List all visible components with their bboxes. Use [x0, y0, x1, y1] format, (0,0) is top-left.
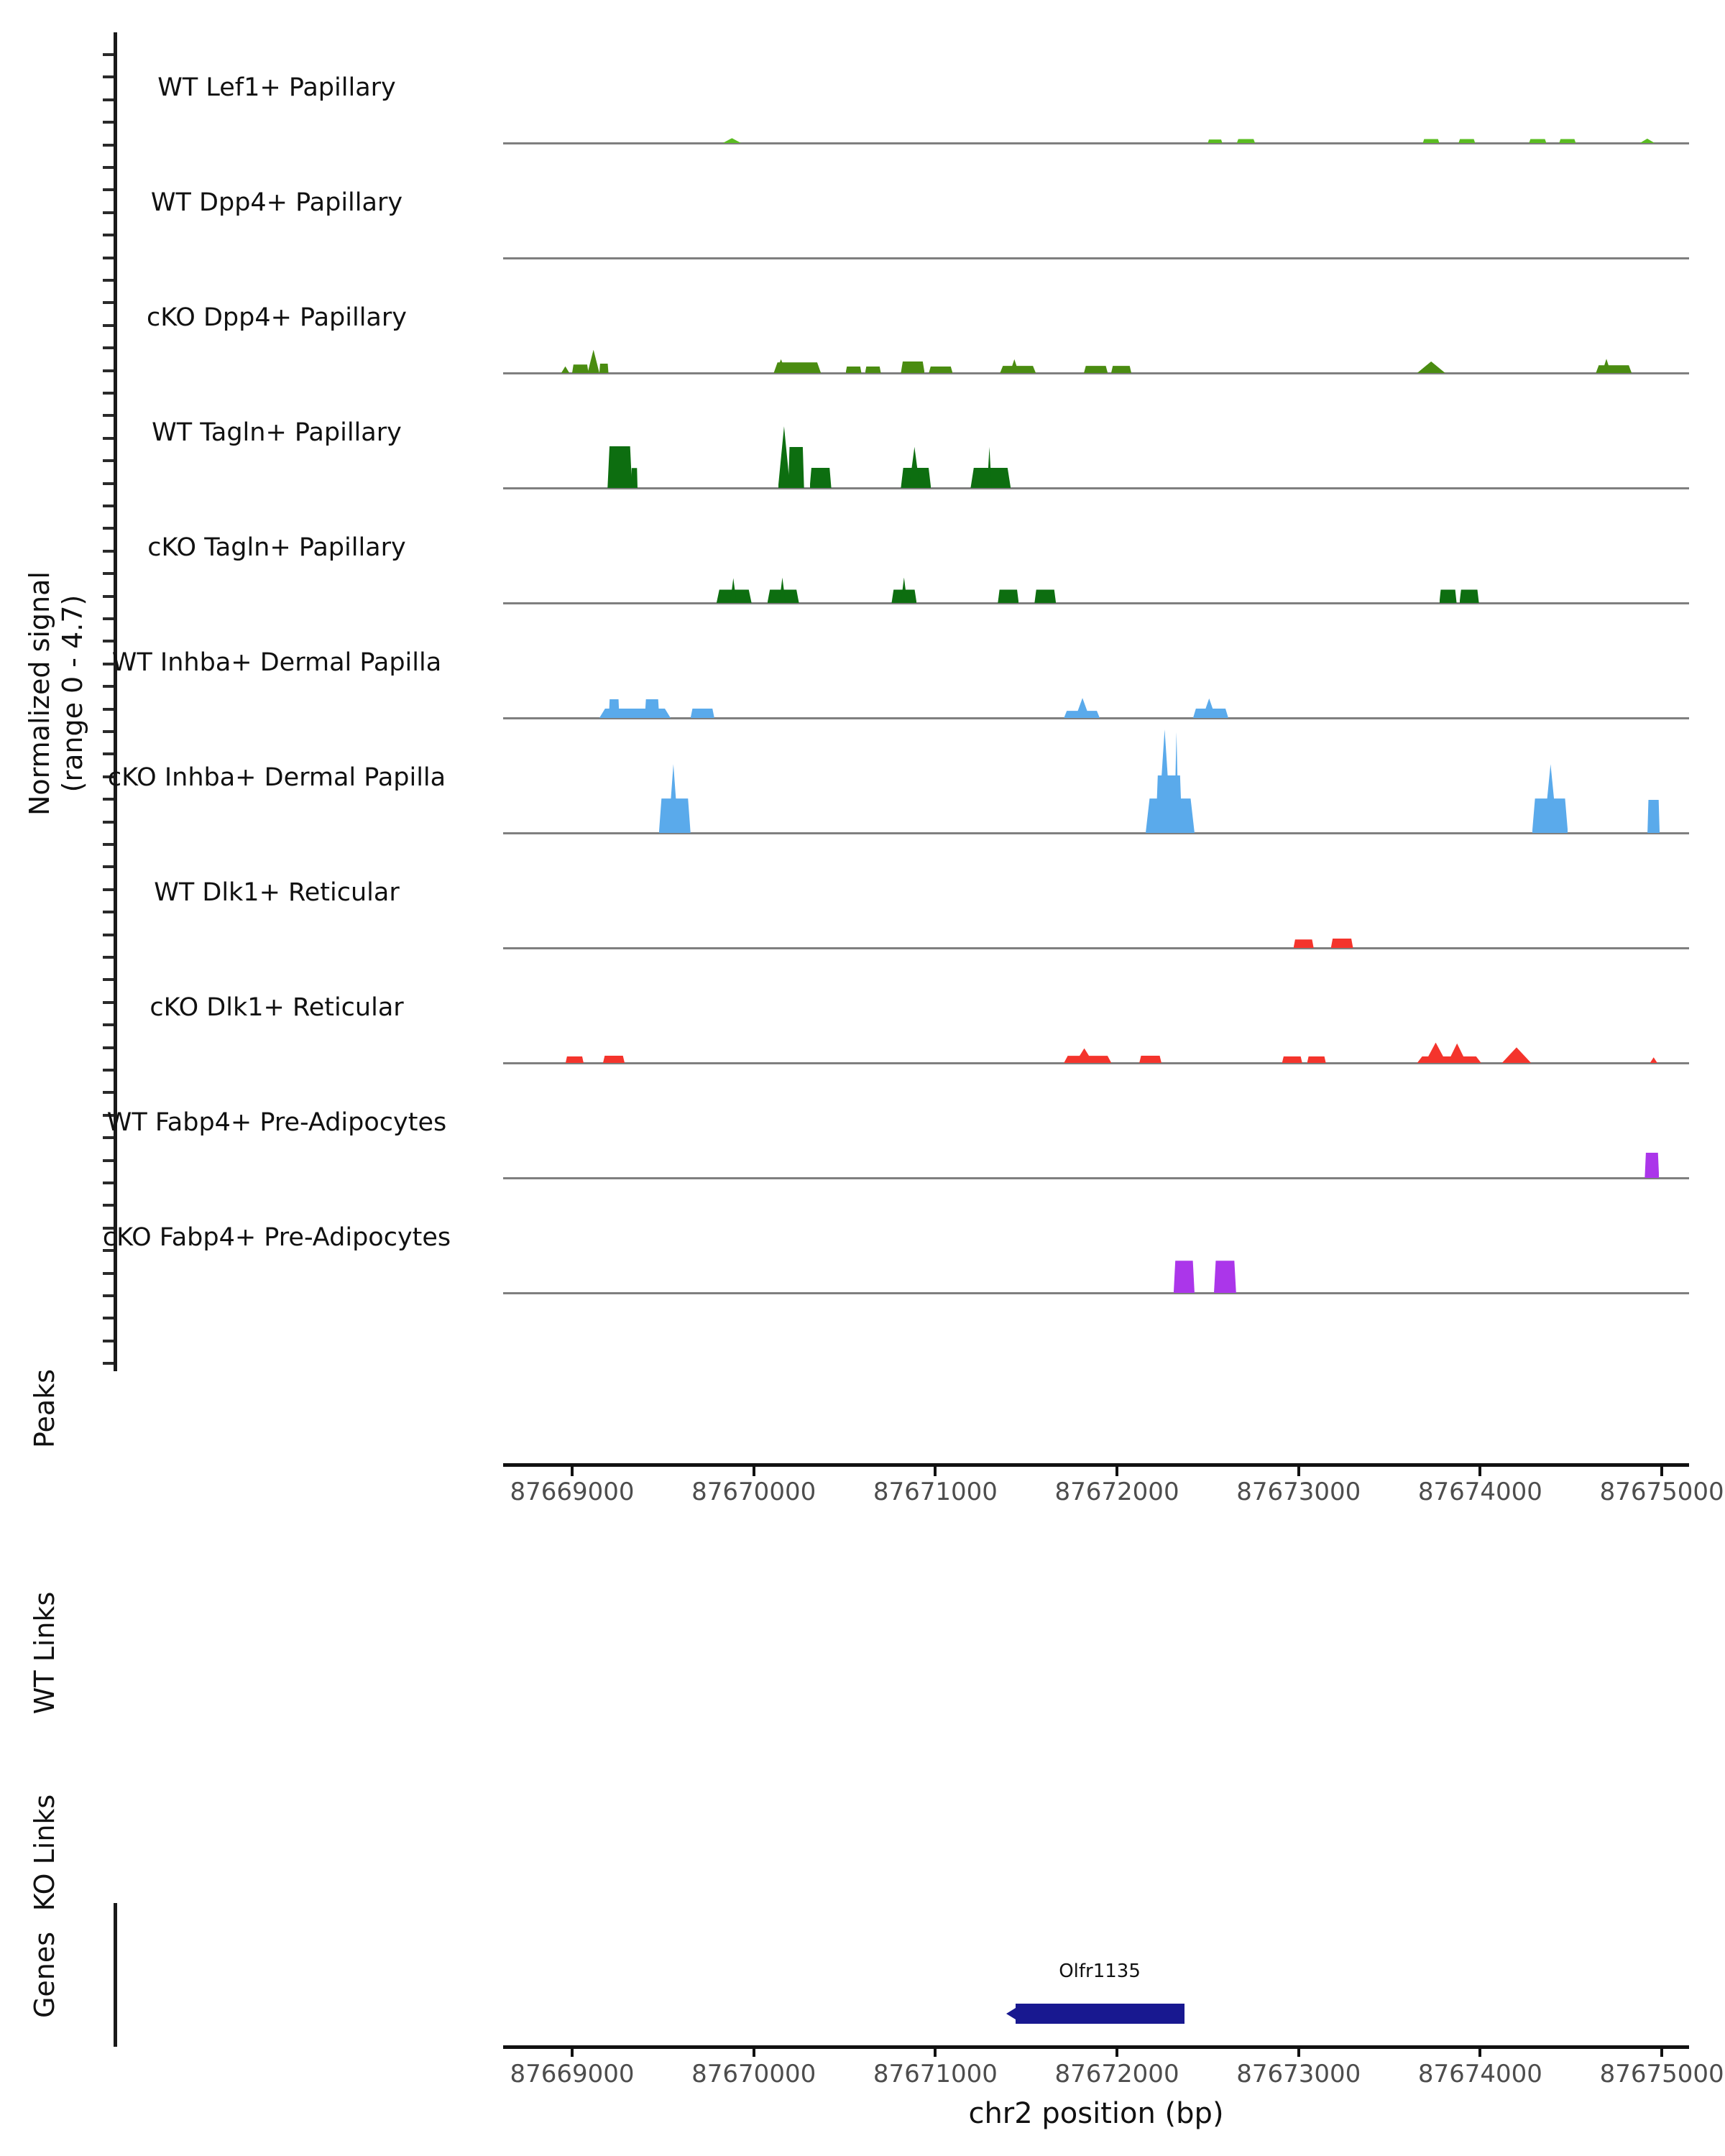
signal-peak	[723, 138, 741, 143]
signal-y-axis-tick	[103, 279, 114, 282]
signal-y-axis-tick	[103, 1317, 114, 1319]
signal-peak	[561, 367, 569, 373]
signal-peak	[901, 361, 924, 373]
signal-y-axis-tick	[103, 1294, 114, 1297]
signal-y-axis-tick	[103, 798, 114, 801]
x-axis-tick-label: 87671000	[873, 1478, 998, 1506]
x-axis-tick	[1478, 2048, 1481, 2057]
signal-peak	[1423, 139, 1440, 143]
signal-y-axis-tick	[103, 821, 114, 824]
signal-axis-title-line2: (range 0 - 4.7)	[57, 594, 88, 793]
signal-axis-title-line1: Normalized signal	[24, 571, 55, 816]
signal-y-axis-tick	[103, 978, 114, 981]
signal-y-axis-tick	[103, 1023, 114, 1026]
signal-peak	[1139, 1056, 1162, 1063]
signal-y-axis-tick	[103, 640, 114, 642]
section-label-peaks: Peaks	[29, 1368, 60, 1449]
signal-peak	[1440, 589, 1457, 603]
x-axis-tick-label: 87672000	[1054, 1478, 1179, 1506]
x-axis-tick	[1660, 1466, 1663, 1476]
signal-peak	[929, 367, 952, 373]
signal-peak	[810, 468, 832, 488]
signal-y-axis-tick	[103, 911, 114, 913]
signal-peak	[1640, 139, 1655, 143]
signal-peak	[1644, 1153, 1659, 1178]
track-label: cKO Fabp4+ Pre-Adipocytes	[102, 1223, 451, 1252]
signal-peak	[1034, 589, 1056, 603]
signal-peak	[1650, 1057, 1657, 1063]
x-axis-line	[503, 2045, 1689, 2049]
x-axis-tick-label: 87671000	[873, 2060, 998, 2088]
track-label: WT Inhba+ Dermal Papilla	[111, 648, 442, 677]
signal-y-axis-tick	[103, 369, 114, 372]
signal-y-axis-tick	[103, 685, 114, 688]
x-axis-tick	[1478, 1466, 1481, 1476]
track-label: WT Tagln+ Papillary	[152, 418, 402, 447]
section-label-genes: Genes	[29, 1931, 60, 2019]
signal-y-axis-tick	[103, 1091, 114, 1094]
signal-y-axis-tick	[103, 482, 114, 485]
signal-peak	[587, 350, 599, 373]
signal-peak	[1307, 1056, 1326, 1063]
signal-y-axis-tick	[103, 144, 114, 147]
x-axis-title: chr2 position (bp)	[968, 2097, 1224, 2130]
x-axis-tick-label: 87675000	[1599, 1478, 1724, 1506]
signal-peak	[1294, 939, 1314, 948]
x-axis-tick-label: 87672000	[1054, 2060, 1179, 2088]
signal-y-axis-tick	[103, 257, 114, 259]
track-label: cKO Tagln+ Papillary	[147, 533, 406, 562]
signal-peak	[909, 447, 920, 488]
signal-y-axis-tick	[103, 1181, 114, 1184]
signal-peak	[1282, 1056, 1302, 1063]
signal-peak	[631, 468, 638, 488]
signal-peak	[1075, 698, 1090, 718]
signal-y-axis-tick	[103, 1362, 114, 1365]
x-axis-tick	[753, 1466, 755, 1476]
x-axis-tick-label: 87670000	[691, 1478, 816, 1506]
signal-peak	[987, 447, 991, 488]
signal-y-axis-tick	[103, 1046, 114, 1049]
signal-peak	[998, 589, 1018, 603]
signal-peak	[1202, 699, 1216, 718]
signal-peak	[778, 426, 791, 488]
signal-y-axis-tick	[103, 1340, 114, 1342]
signal-y-axis-tick	[103, 617, 114, 620]
signal-y-axis-tick	[103, 1272, 114, 1275]
signal-peak	[865, 367, 881, 373]
x-axis-tick-label: 87674000	[1417, 2060, 1542, 2088]
section-label-ko-links: KO Links	[29, 1794, 60, 1912]
signal-y-axis-tick	[103, 708, 114, 711]
signal-peak	[1208, 139, 1222, 143]
signal-peak	[788, 447, 804, 488]
signal-peak	[607, 446, 632, 488]
x-axis-tick	[1297, 2048, 1300, 2057]
track-baseline	[503, 602, 1689, 604]
signal-y-axis-tick	[103, 934, 114, 936]
x-axis-tick	[571, 1466, 574, 1476]
track-label: cKO Dpp4+ Papillary	[147, 303, 407, 332]
x-axis-tick	[571, 2048, 574, 2057]
signal-peak	[691, 709, 714, 718]
x-axis-tick-label: 87673000	[1236, 1478, 1361, 1506]
signal-peak	[1529, 139, 1546, 143]
gene-name-label: Olfr1135	[1059, 1961, 1141, 1982]
signal-peak	[1596, 365, 1632, 373]
signal-y-axis-tick	[103, 572, 114, 575]
signal-peak	[1174, 1261, 1195, 1293]
signal-peak	[1084, 366, 1108, 373]
x-axis-tick-label: 87674000	[1417, 1478, 1542, 1506]
signal-y-axis-tick	[103, 843, 114, 846]
signal-y-axis-tick	[103, 459, 114, 462]
signal-y-axis-tick	[103, 595, 114, 598]
x-axis-tick-label: 87673000	[1236, 2060, 1361, 2088]
signal-peak	[1647, 800, 1660, 833]
signal-peak	[1075, 1049, 1093, 1063]
signal-y-axis-tick	[103, 1159, 114, 1162]
signal-peak	[846, 367, 862, 373]
genes-y-axis-line	[114, 1903, 117, 2047]
x-axis-tick	[1297, 1466, 1300, 1476]
track-label: WT Dlk1+ Reticular	[154, 878, 400, 907]
signal-peak	[572, 364, 589, 373]
signal-y-axis-tick	[103, 956, 114, 959]
track-label: WT Lef1+ Papillary	[157, 73, 396, 102]
signal-peak	[645, 699, 659, 718]
gene-strand-arrow-left	[1006, 2008, 1016, 2019]
signal-y-axis-tick	[103, 527, 114, 530]
signal-peak	[1237, 139, 1255, 143]
track-baseline	[503, 257, 1689, 259]
signal-y-axis-tick	[103, 730, 114, 733]
x-axis-tick	[934, 2048, 937, 2057]
track-baseline	[503, 487, 1689, 489]
signal-peak	[1417, 361, 1445, 373]
x-axis-tick-label: 87669000	[510, 1478, 635, 1506]
x-axis-tick	[1660, 2048, 1663, 2057]
track-baseline	[503, 1292, 1689, 1294]
signal-peak	[1425, 1043, 1446, 1063]
signal-peak	[1331, 939, 1353, 948]
signal-peak	[599, 364, 609, 373]
track-baseline	[503, 1177, 1689, 1179]
signal-y-axis-tick	[103, 1069, 114, 1072]
signal-y-axis-tick	[103, 346, 114, 349]
signal-y-axis-tick	[103, 234, 114, 236]
signal-y-axis-line	[114, 32, 117, 1371]
x-axis-tick-label: 87675000	[1599, 2060, 1724, 2088]
signal-y-axis-tick	[103, 53, 114, 56]
section-label-wt-links: WT Links	[29, 1591, 60, 1715]
signal-peak	[603, 1056, 625, 1063]
x-axis-line	[503, 1463, 1689, 1467]
signal-y-axis-tick	[103, 166, 114, 169]
x-axis-tick-label: 87670000	[691, 2060, 816, 2088]
signal-y-axis-tick	[103, 505, 114, 507]
signal-peak	[609, 699, 620, 718]
signal-axis-title	[23, 571, 89, 816]
x-axis-tick	[1116, 2048, 1118, 2057]
track-baseline	[503, 142, 1689, 144]
x-axis-tick	[1116, 1466, 1118, 1476]
signal-peak	[1502, 1047, 1531, 1063]
signal-peak	[1458, 139, 1475, 143]
signal-y-axis-tick	[103, 392, 114, 395]
signal-peak	[1111, 366, 1131, 373]
signal-y-axis-tick	[103, 121, 114, 124]
signal-peak	[1448, 1044, 1467, 1063]
signal-y-axis-tick	[103, 414, 114, 417]
x-axis-tick-label: 87669000	[510, 2060, 635, 2088]
signal-peak	[1214, 1261, 1236, 1293]
track-label: cKO Inhba+ Dermal Papilla	[107, 763, 446, 792]
track-baseline	[503, 947, 1689, 949]
track-label: WT Dpp4+ Papillary	[150, 188, 403, 217]
signal-y-axis-tick	[103, 1204, 114, 1207]
signal-peak	[566, 1056, 584, 1063]
x-axis-tick	[753, 2048, 755, 2057]
gene-body-box	[1016, 2004, 1184, 2024]
signal-peak	[1559, 139, 1576, 143]
signal-y-axis-tick	[103, 865, 114, 868]
track-label: cKO Dlk1+ Reticular	[150, 993, 404, 1022]
track-label: WT Fabp4+ Pre-Adipocytes	[106, 1108, 447, 1137]
signal-y-axis-tick	[103, 752, 114, 755]
signal-peak	[1460, 589, 1479, 603]
x-axis-tick	[934, 1466, 937, 1476]
